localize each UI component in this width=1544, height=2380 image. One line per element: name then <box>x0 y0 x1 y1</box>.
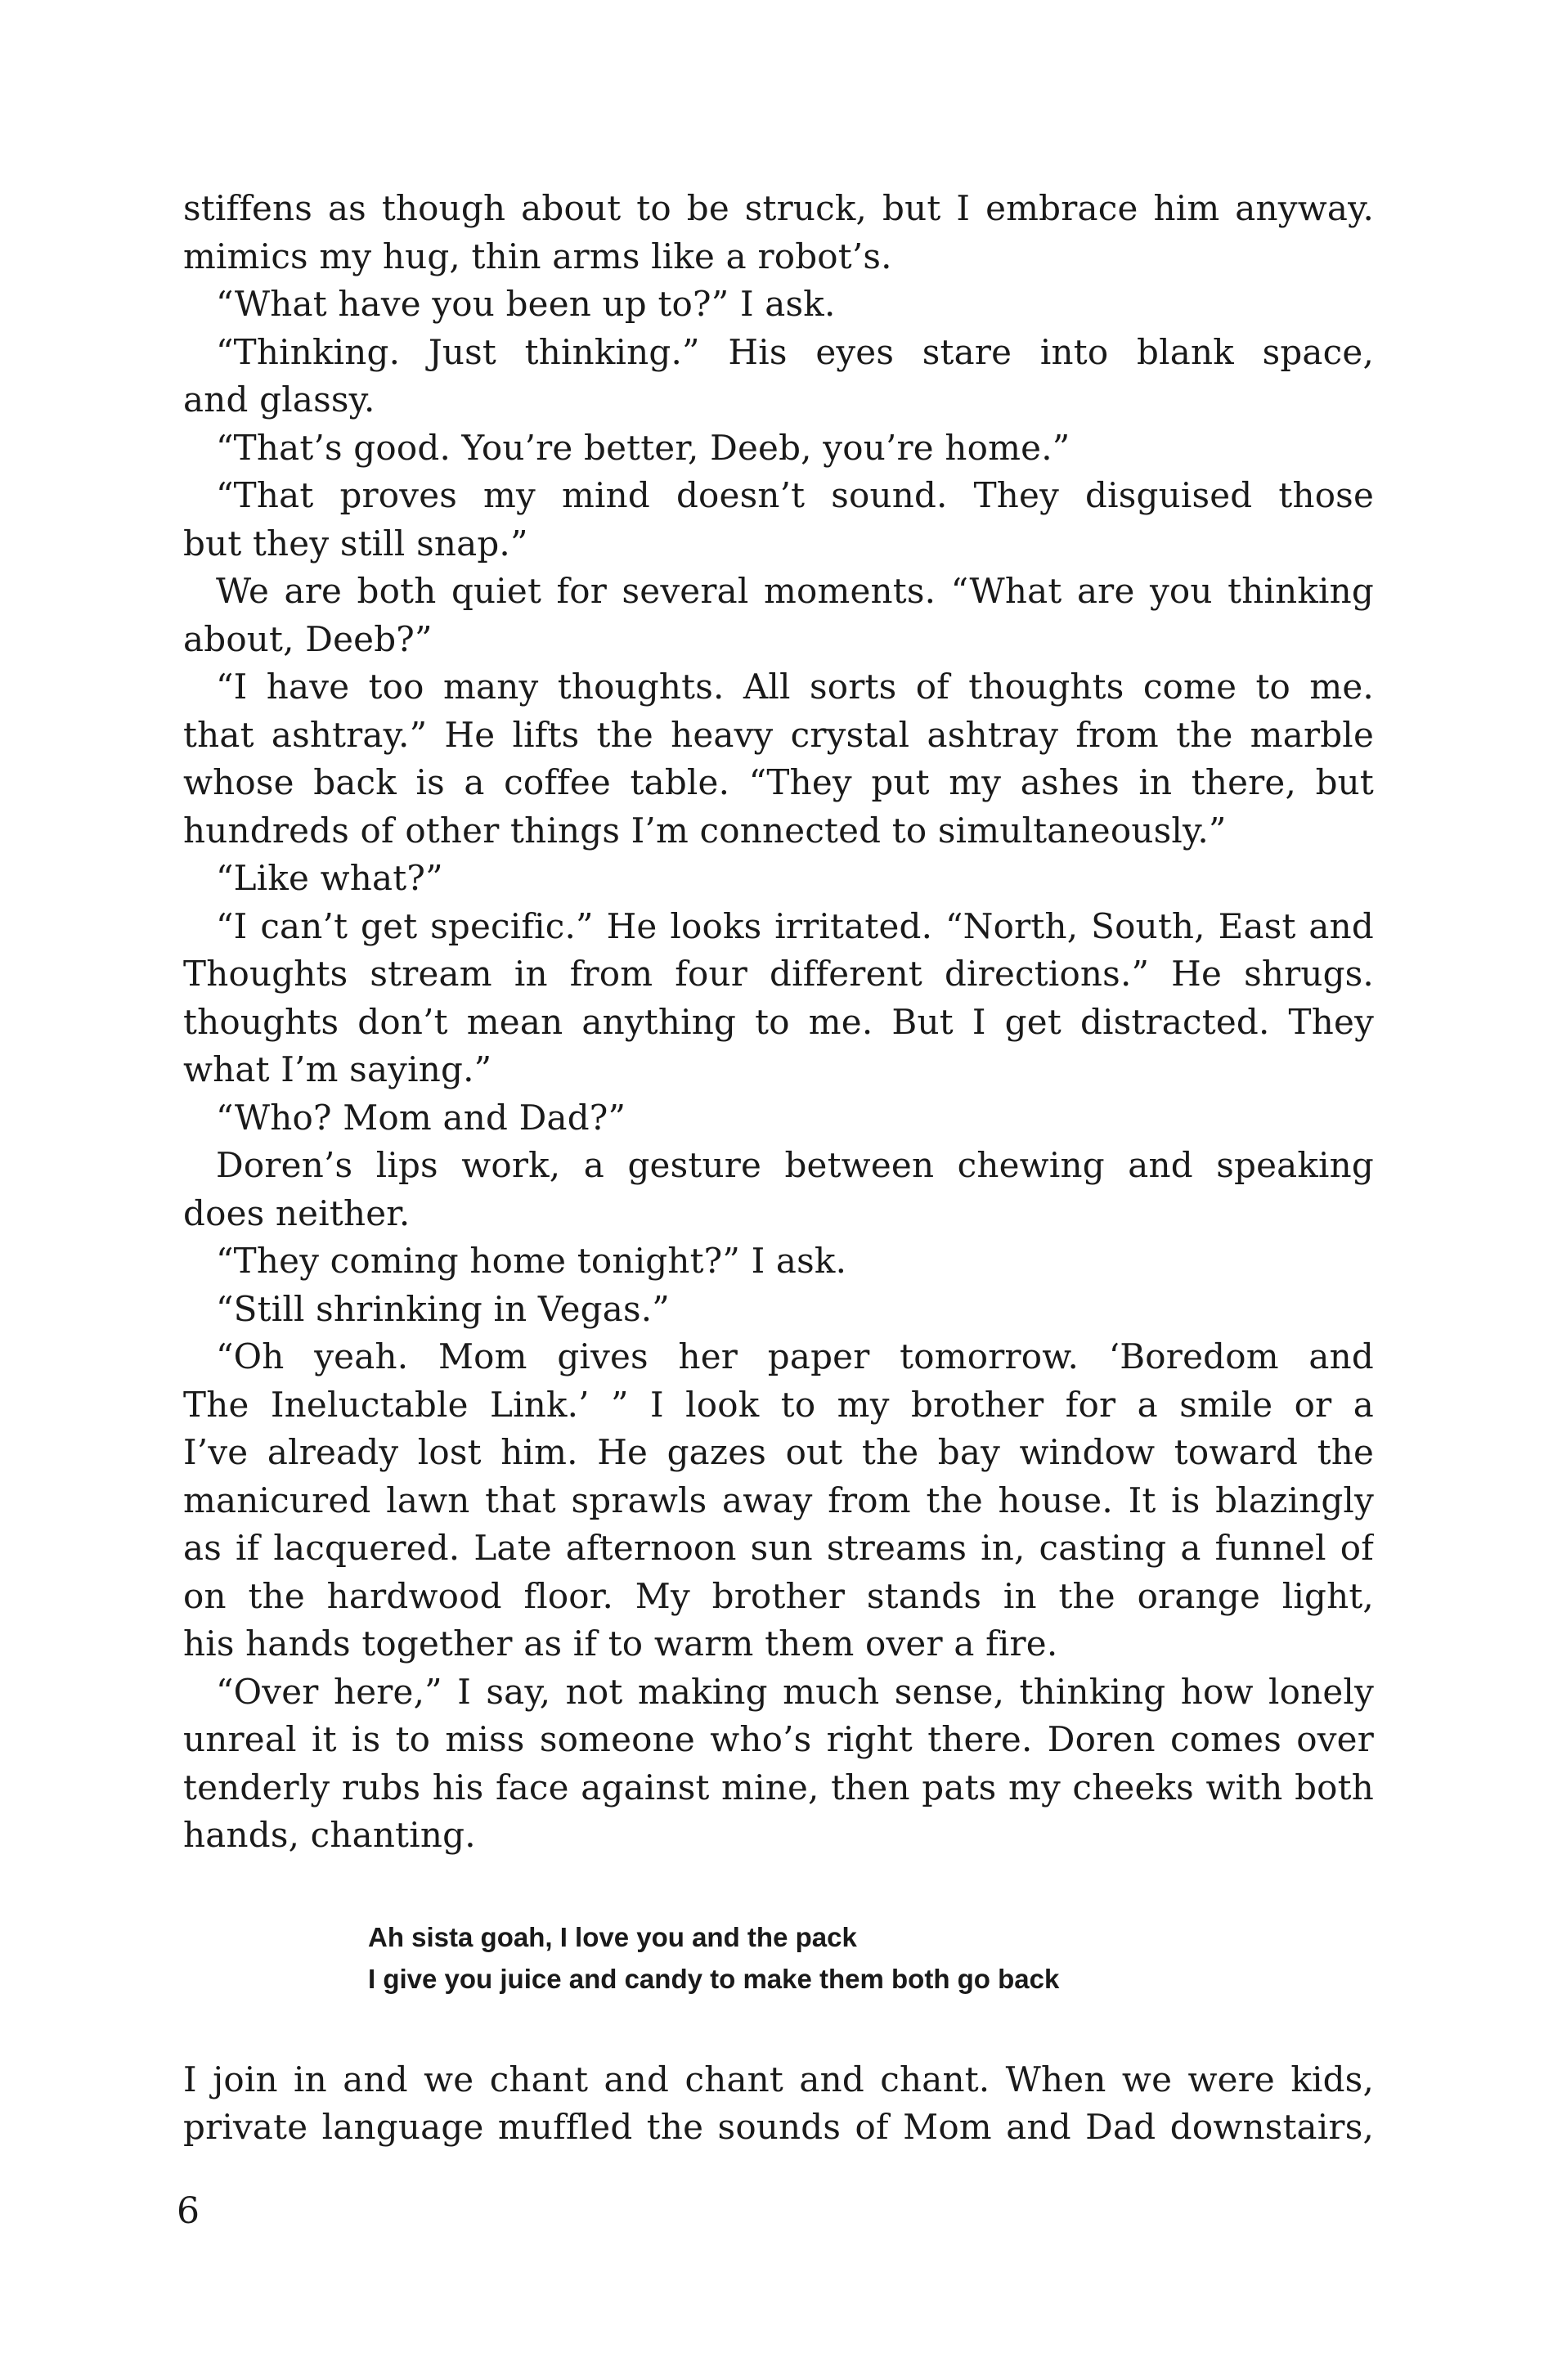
text-line: tenderly rubs his face against mine, then pats my cheeks with both <box>183 1767 1374 1807</box>
text-line: private language muffled the sounds of Mom and Dad downstairs, <box>183 2107 1374 2147</box>
text-line: We are both quiet for several moments. “What are you thinking <box>216 571 1374 611</box>
text-line: thoughts don’t mean anything to me. But I get distracted. They <box>183 1002 1374 1042</box>
text-line: hundreds of other things I’m connected to simultaneously.” <box>183 811 1227 851</box>
text-line: manicured lawn that sprawls away from the house. It is blazingly <box>183 1480 1374 1520</box>
text-line: “Over here,” I say, not making much sense, thinking how lonely <box>216 1672 1374 1712</box>
text-line: I join in and we chant and chant and chant. When we were kids, <box>183 2059 1374 2099</box>
text-line: unreal it is to miss someone who’s right there. Doren comes over <box>183 1719 1374 1759</box>
text-line: “They coming home tonight?” I ask. <box>216 1241 847 1281</box>
text-line: Thoughts stream in from four different directions.” He shrugs. <box>183 954 1374 994</box>
text-line: that ashtray.” He lifts the heavy crystal ashtray from the marble <box>183 715 1374 755</box>
text-line: “Like what?” <box>216 858 443 898</box>
text-line: “That’s good. You’re better, Deeb, you’re home.” <box>216 428 1070 468</box>
text-line: “Oh yeah. Mom gives her paper tomorrow. ‘Boredom and <box>216 1336 1374 1376</box>
text-line: “What have you been up to?” I ask. <box>216 284 836 324</box>
chant-verse-line: I give you juice and candy to make them both go back <box>368 1964 1060 1994</box>
text-line: hands, chanting. <box>183 1815 476 1855</box>
text-line: stiffens as though about to be struck, but I embrace him anyway. <box>183 188 1374 228</box>
text-line: “I have too many thoughts. All sorts of thoughts come to me. <box>216 667 1374 707</box>
chant-verse-line: Ah sista goah, I love you and the pack <box>368 1922 857 1952</box>
text-line: does neither. <box>183 1193 411 1233</box>
text-line: as if lacquered. Late afternoon sun streams in, casting a funnel of <box>183 1528 1374 1568</box>
text-line: mimics my hug, thin arms like a robot’s. <box>183 236 892 276</box>
text-line: but they still snap.” <box>183 523 528 564</box>
text-line: I’ve already lost him. He gazes out the bay window toward the <box>183 1432 1374 1472</box>
text-line: “Thinking. Just thinking.” His eyes stare into blank space, <box>216 332 1374 372</box>
text-line: whose back is a coffee table. “They put my ashes in there, but <box>183 762 1374 802</box>
text-line: his hands together as if to warm them over a fire. <box>183 1623 1058 1664</box>
text-line: about, Deeb?” <box>183 619 433 659</box>
page-number: 6 <box>177 2190 200 2232</box>
text-line: “Still shrinking in Vegas.” <box>216 1289 670 1329</box>
text-line: on the hardwood floor. My brother stands in the orange light, <box>183 1576 1374 1616</box>
text-line: Doren’s lips work, a gesture between chewing and speaking <box>216 1145 1374 1185</box>
text-line: what I’m saying.” <box>183 1049 492 1089</box>
text-line: and glassy. <box>183 379 375 420</box>
text-line: “I can’t get specific.” He looks irritated. “North, South, East and <box>216 906 1374 946</box>
text-line: “Who? Mom and Dad?” <box>216 1098 626 1138</box>
text-line: The Ineluctable Link.’ ” I look to my brother for a smile or a <box>183 1385 1374 1425</box>
text-line: “That proves my mind doesn’t sound. They disguised those <box>216 475 1374 515</box>
